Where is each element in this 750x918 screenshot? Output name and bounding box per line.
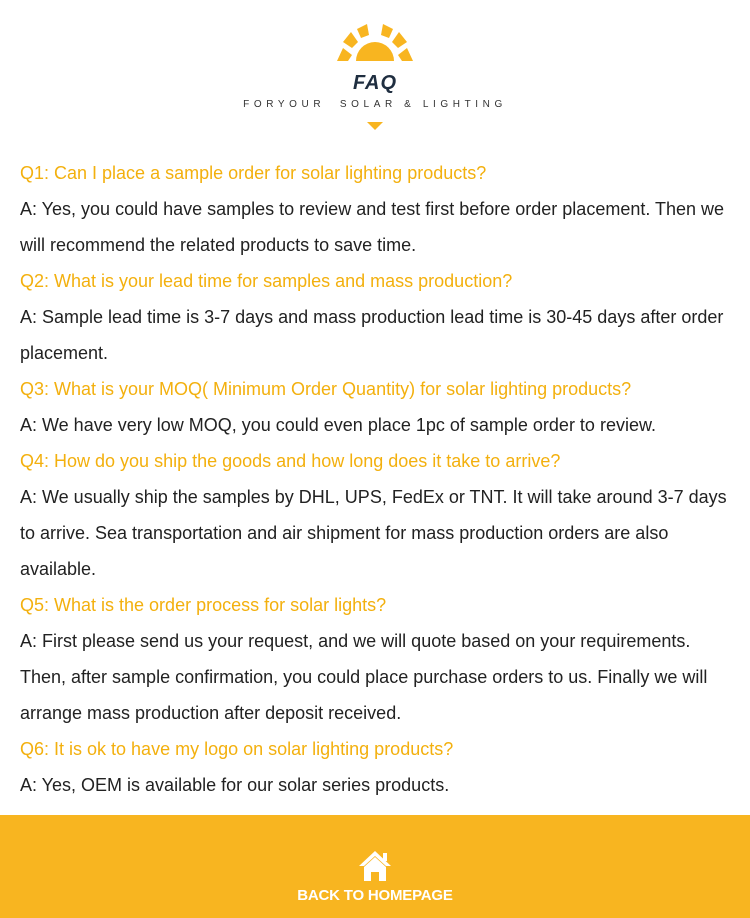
- faq-answer: A: Yes, OEM is available for our solar series products.: [20, 775, 450, 795]
- down-triangle-icon: [367, 122, 383, 130]
- faq-question: Q3: What is your MOQ( Minimum Order Quantity) for solar lighting products?: [20, 379, 632, 399]
- back-to-homepage-button[interactable]: [0, 815, 750, 918]
- page-subtitle: FORYOUR SOLAR & LIGHTING: [243, 99, 507, 110]
- faq-header: [0, 0, 750, 140]
- faq-answer: A: Yes, you could have samples to review and test first before order placement. Then we will recommend the related products to save time.: [20, 199, 725, 255]
- faq-item: [20, 731, 740, 803]
- faq-item: [20, 155, 740, 263]
- faq-question: Q1: Can I place a sample order for solar lighting products?: [20, 163, 487, 183]
- back-to-homepage-label: BACK TO HOMEPAGE: [297, 887, 453, 904]
- sun-icon: [335, 22, 415, 62]
- faq-question: Q4: How do you ship the goods and how long does it take to arrive?: [20, 451, 561, 471]
- faq-question: Q2: What is your lead time for samples and mass production?: [20, 271, 513, 291]
- faq-answer: A: We have very low MOQ, you could even place 1pc of sample order to review.: [20, 415, 656, 435]
- faq-item: [20, 443, 740, 587]
- faq-answer: A: First please send us your request, and we will quote based on your requirements. Then, after sample confirmation, you could place purchase orders to us. Finally we will arrange mass production after deposit received.: [20, 631, 708, 723]
- faq-question: Q6: It is ok to have my logo on solar lighting products?: [20, 739, 454, 759]
- faq-item: [20, 371, 740, 443]
- faq-answer: A: We usually ship the samples by DHL, UPS, FedEx or TNT. It will take around 3-7 days to arrive. Sea transportation and air shipment for mass production orders are also available.: [20, 487, 727, 579]
- faq-item: [20, 587, 740, 731]
- home-icon: [357, 849, 393, 883]
- faq-list: [20, 155, 740, 803]
- faq-item: [20, 263, 740, 371]
- faq-question: Q5: What is the order process for solar lights?: [20, 595, 387, 615]
- page-title: FAQ: [352, 72, 398, 94]
- faq-answer: A: Sample lead time is 3-7 days and mass production lead time is 30-45 days after order placement.: [20, 307, 724, 363]
